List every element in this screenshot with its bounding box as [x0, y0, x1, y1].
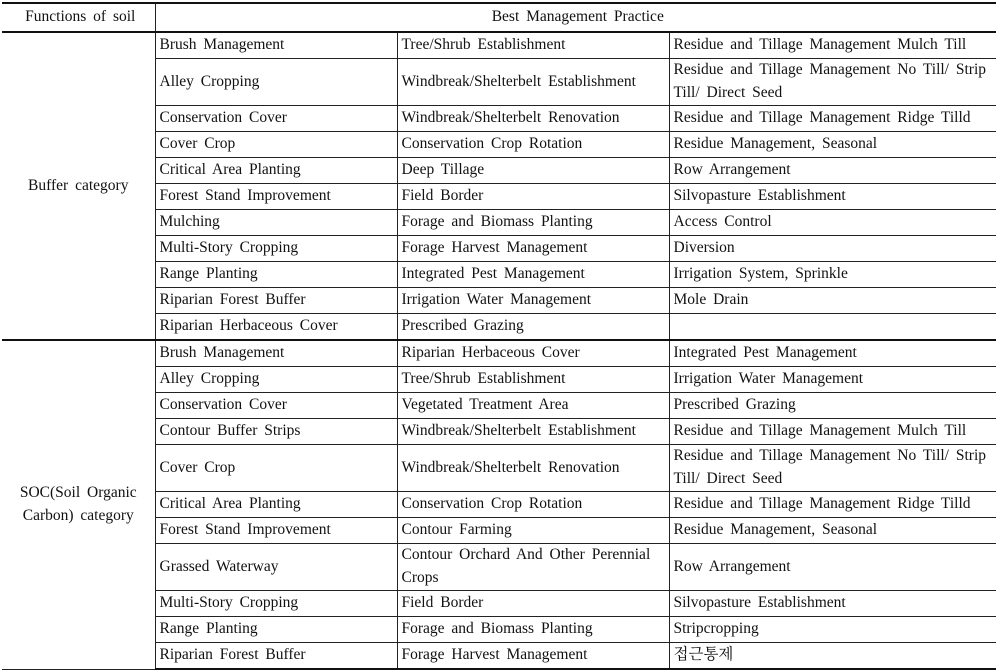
practice-cell: Forest Stand Improvement — [155, 518, 397, 544]
practice-cell: Deep Tillage — [397, 158, 669, 184]
header-row — [2, 3, 996, 32]
soil-function-category: Buffer category — [2, 32, 155, 340]
practice-cell: Conservation Crop Rotation — [397, 492, 669, 518]
practice-cell: Brush Management — [155, 32, 397, 59]
practice-cell: Riparian Forest Buffer — [155, 643, 397, 670]
practice-cell: Irrigation System, Sprinkle — [669, 262, 996, 288]
practice-cell: Riparian Herbaceous Cover — [155, 314, 397, 341]
practice-cell: 접근통제 — [669, 643, 996, 670]
practice-cell: Forage and Biomass Planting — [397, 617, 669, 643]
practice-cell: Conservation Crop Rotation — [397, 132, 669, 158]
practice-cell: Vegetated Treatment Area — [397, 393, 669, 419]
bmp-table — [2, 2, 996, 670]
practice-cell: Riparian Forest Buffer — [155, 288, 397, 314]
practice-cell: Contour Orchard And Other Perennial Crops — [397, 544, 669, 591]
practice-cell: Cover Crop — [155, 132, 397, 158]
practice-cell: Forest Stand Improvement — [155, 184, 397, 210]
practice-cell: Multi-Story Cropping — [155, 236, 397, 262]
practice-cell: Riparian Herbaceous Cover — [397, 340, 669, 367]
practice-cell: Access Control — [669, 210, 996, 236]
practice-cell: Conservation Cover — [155, 106, 397, 132]
practice-cell: Windbreak/Shelterbelt Establishment — [397, 419, 669, 445]
practice-cell: Residue and Tillage Management Ridge Tilld — [669, 106, 996, 132]
practice-cell: Critical Area Planting — [155, 158, 397, 184]
practice-cell: Brush Management — [155, 340, 397, 367]
practice-cell: Residue Management, Seasonal — [669, 518, 996, 544]
practice-cell: Multi-Story Cropping — [155, 591, 397, 617]
practice-cell: Silvopasture Establishment — [669, 184, 996, 210]
practice-cell: Forage Harvest Management — [397, 643, 669, 670]
practice-cell: Forage Harvest Management — [397, 236, 669, 262]
practice-cell: Field Border — [397, 184, 669, 210]
practice-cell: Range Planting — [155, 262, 397, 288]
practice-cell: Irrigation Water Management — [669, 367, 996, 393]
practice-cell: Diversion — [669, 236, 996, 262]
practice-cell: Stripcropping — [669, 617, 996, 643]
header-functions-of-soil: Functions of soil — [2, 3, 155, 32]
practice-cell: Critical Area Planting — [155, 492, 397, 518]
practice-cell: Integrated Pest Management — [669, 340, 996, 367]
practice-cell: Cover Crop — [155, 445, 397, 492]
practice-cell: Forage and Biomass Planting — [397, 210, 669, 236]
practice-cell: Residue and Tillage Management No Till/ Strip Till/ Direct Seed — [669, 445, 996, 492]
table-body — [2, 32, 996, 669]
practice-cell: Residue and Tillage Management No Till/ Strip Till/ Direct Seed — [669, 59, 996, 106]
practice-cell: Contour Buffer Strips — [155, 419, 397, 445]
practice-cell: Grassed Waterway — [155, 544, 397, 591]
practice-cell: Range Planting — [155, 617, 397, 643]
practice-cell: Row Arrangement — [669, 544, 996, 591]
practice-cell: Windbreak/Shelterbelt Renovation — [397, 106, 669, 132]
practice-cell: Mulching — [155, 210, 397, 236]
practice-cell: Residue and Tillage Management Ridge Tilld — [669, 492, 996, 518]
practice-cell — [669, 314, 996, 341]
practice-cell: Alley Cropping — [155, 59, 397, 106]
practice-cell: Windbreak/Shelterbelt Establishment — [397, 59, 669, 106]
practice-cell: Prescribed Grazing — [397, 314, 669, 341]
practice-cell: Row Arrangement — [669, 158, 996, 184]
practice-cell: Alley Cropping — [155, 367, 397, 393]
practice-cell: Integrated Pest Management — [397, 262, 669, 288]
practice-cell: Residue and Tillage Management Mulch Till — [669, 32, 996, 59]
practice-cell: Prescribed Grazing — [669, 393, 996, 419]
header-best-management-practice: Best Management Practice — [155, 3, 996, 32]
soil-function-category: SOC(Soil Organic Carbon) category — [2, 340, 155, 669]
practice-cell: Field Border — [397, 591, 669, 617]
practice-cell: Silvopasture Establishment — [669, 591, 996, 617]
practice-cell: Tree/Shrub Establishment — [397, 367, 669, 393]
practice-cell: Contour Farming — [397, 518, 669, 544]
practice-cell: Windbreak/Shelterbelt Renovation — [397, 445, 669, 492]
practice-cell: Residue and Tillage Management Mulch Till — [669, 419, 996, 445]
practice-cell: Conservation Cover — [155, 393, 397, 419]
table-row — [2, 32, 996, 59]
table-row — [2, 340, 996, 367]
practice-cell: Residue Management, Seasonal — [669, 132, 996, 158]
practice-cell: Mole Drain — [669, 288, 996, 314]
practice-cell: Tree/Shrub Establishment — [397, 32, 669, 59]
practice-cell: Irrigation Water Management — [397, 288, 669, 314]
